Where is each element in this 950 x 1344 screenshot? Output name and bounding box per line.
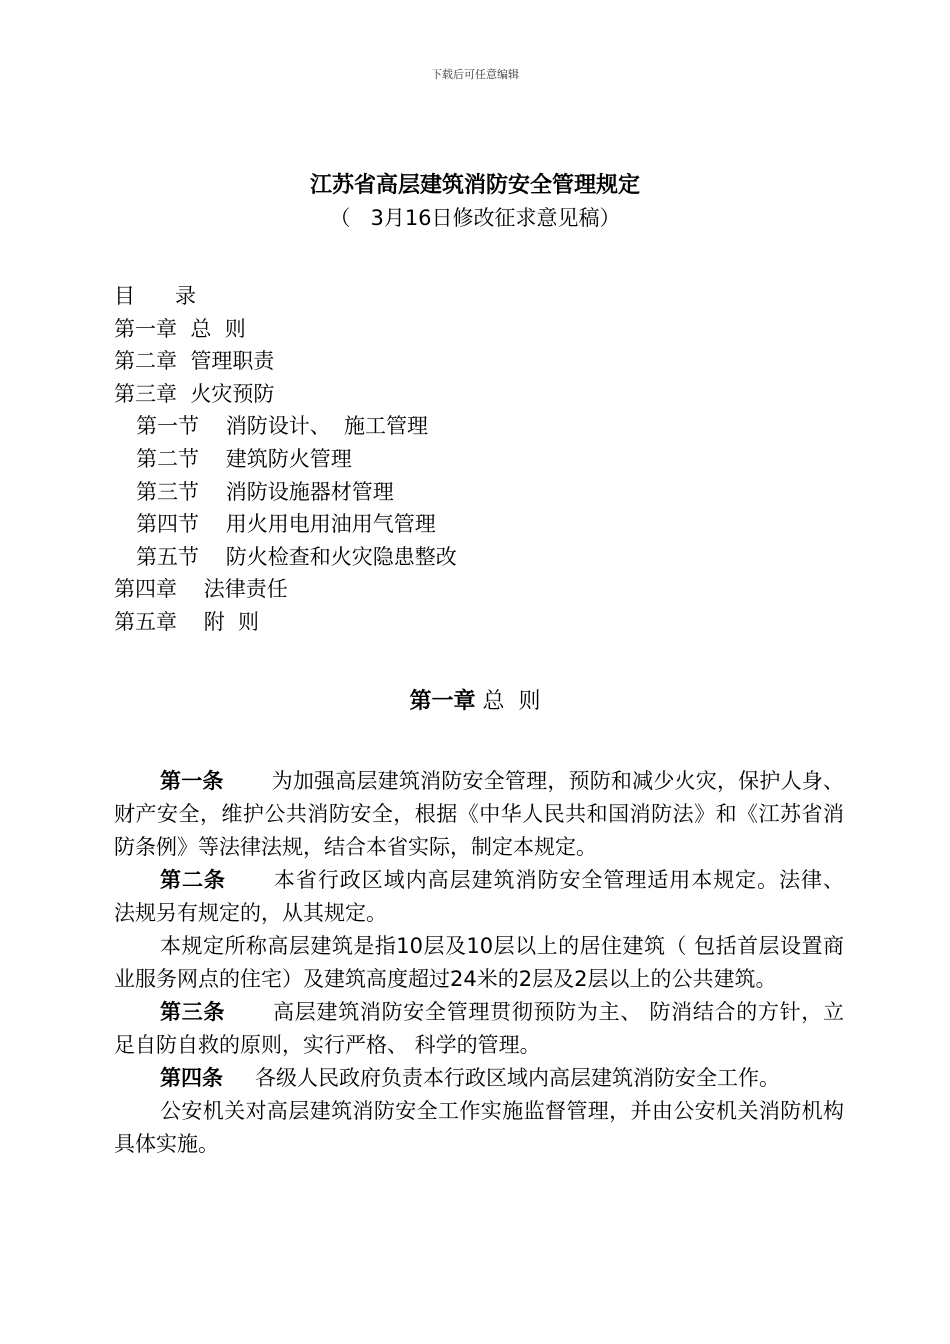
article-text: 本省行政区域内高层建筑消防安全管理适用本规定。法律、 法规另有规定的，从其规定。 (114, 868, 845, 925)
article-paragraph (114, 930, 844, 996)
article-text: 高层建筑消防安全管理贯彻预防为主、 防消结合的方针，立足自防自救的原则，实行严格、 科学的管理。 (114, 1000, 844, 1057)
article-text: 公安机关对高层建筑消防安全工作实施监督管理，并由公安机关消防机构具体实施。 (114, 1099, 844, 1156)
header-note: 下载后可任意编辑 (431, 68, 519, 81)
document-title: 江苏省高层建筑消防安全管理规定 (309, 173, 640, 198)
toc-item: 第一章 总 则 (114, 316, 246, 341)
article-label: 第四条 (160, 1066, 223, 1090)
article-text: 为加强高层建筑消防安全管理，预防和减少火灾，保护人身、 财产安全，维护公共消防安全，根据《中华人民共和国消防法》和《江苏省消防条例》等法律法规，结合本省实际，制定本规定。 (114, 769, 845, 859)
article-paragraph (114, 996, 844, 1062)
toc-heading: 目 录 (114, 284, 197, 308)
toc-item: 第四节 用火用电用油用气管理 (136, 512, 436, 537)
article-label: 第三条 (160, 1000, 226, 1024)
chapter-heading (0, 684, 950, 715)
toc-item: 第四章 法律责任 (114, 577, 288, 602)
document-subtitle: （ 3月16日修改征求意见稿） (329, 206, 621, 230)
article-paragraph (114, 864, 844, 930)
article-text: 各级人民政府负责本行政区域内高层建筑消防安全工作。 (255, 1066, 780, 1090)
article-paragraph (114, 1095, 844, 1161)
toc-item: 第五节 防火检查和火灾隐患整改 (136, 544, 457, 569)
article-label: 第一条 (160, 769, 224, 793)
toc-item: 第二章 管理职责 (114, 349, 275, 374)
toc-item: 第三章 火灾预防 (114, 381, 275, 406)
chapter-label: 第一章 (409, 689, 476, 714)
article-label: 第二条 (160, 868, 226, 892)
toc-item: 第五章 附 则 (114, 609, 260, 634)
document-body (114, 765, 844, 1161)
article-paragraph (114, 1062, 844, 1095)
table-of-contents (114, 280, 457, 639)
chapter-title: 总 则 (475, 689, 541, 714)
article-text: 本规定所称高层建筑是指10层及10层以上的居住建筑（ 包括首层设置商业服务网点的住宅）及建筑高度超过24米的2层及2层以上的公共建筑。 (114, 934, 844, 991)
article-paragraph (114, 765, 844, 864)
toc-item: 第一节 消防设计、 施工管理 (136, 414, 429, 439)
toc-item: 第二节 建筑防火管理 (136, 446, 352, 471)
toc-item: 第三节 消防设施器材管理 (136, 479, 394, 504)
